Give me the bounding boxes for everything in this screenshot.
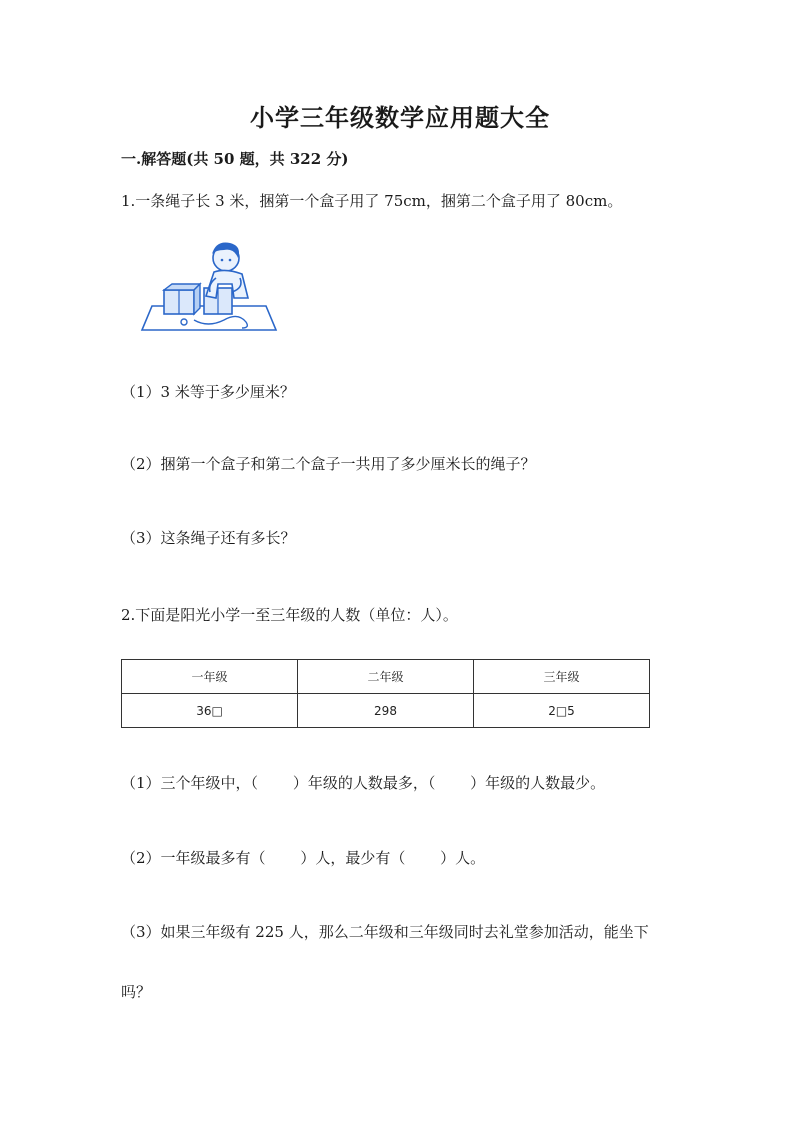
question-1-sub-1: （1）3 米等于多少厘米？ — [121, 383, 295, 401]
question-1-sub-3: （3）这条绳子还有多长？ — [121, 529, 296, 547]
table-cell: 298 — [298, 694, 474, 728]
question-1-stem: 1.一条绳子长 3 米，捆第一个盒子用了 75cm，捆第二个盒子用了 80cm。 — [121, 192, 623, 210]
question-2-sub-3-continued: 吗？ — [121, 983, 152, 1001]
table-cell: 36□ — [122, 694, 298, 728]
table-cell: 2□5 — [474, 694, 650, 728]
table-row — [122, 694, 650, 728]
question-2-sub-2: （2）一年级最多有（ ）人，最少有（ ）人。 — [121, 849, 486, 867]
question-2-sub-3: （3）如果三年级有 225 人，那么二年级和三年级同时去礼堂参加活动，能坐下 — [121, 923, 649, 941]
section-heading: 一.解答题(共 50 题，共 322 分) — [121, 150, 349, 168]
table-header-cell: 三年级 — [474, 660, 650, 694]
question-2-sub-1: （1）三个年级中，（ ）年级的人数最多，（ ）年级的人数最少。 — [121, 774, 606, 792]
boy-tying-box-illustration — [138, 238, 278, 336]
table-header-cell: 二年级 — [298, 660, 474, 694]
page-title: 小学三年级数学应用题大全 — [250, 103, 550, 132]
question-2-stem: 2.下面是阳光小学一至三年级的人数（单位：人）。 — [121, 606, 458, 624]
question-1-sub-2: （2）捆第一个盒子和第二个盒子一共用了多少厘米长的绳子？ — [121, 455, 536, 473]
grade-population-table — [121, 659, 650, 728]
table-header-cell: 一年级 — [122, 660, 298, 694]
table-header-row — [122, 660, 650, 694]
